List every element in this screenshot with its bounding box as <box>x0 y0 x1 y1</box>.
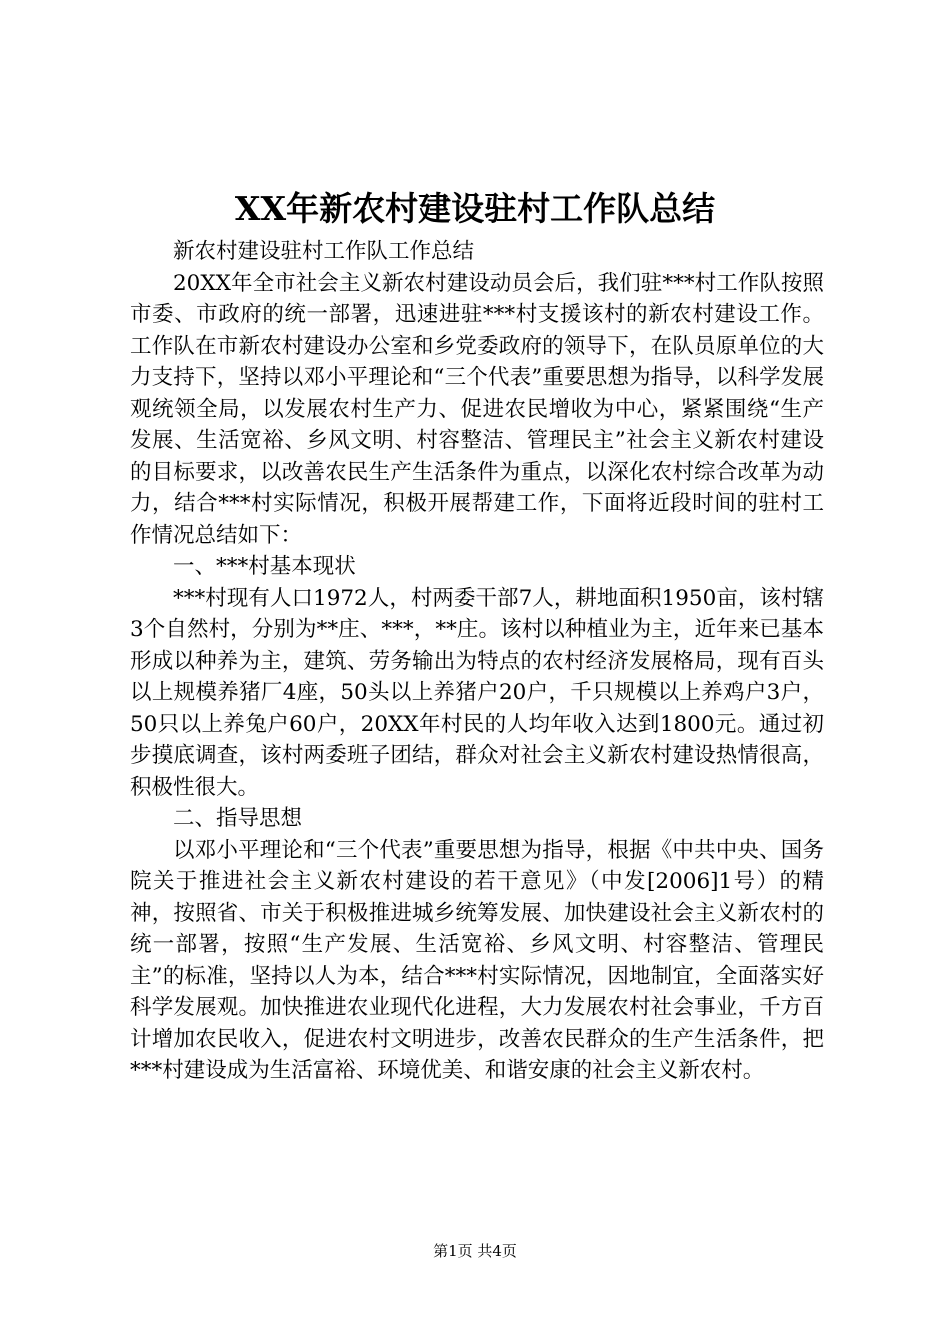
section-heading-2: 二、指导思想 <box>173 806 303 831</box>
document-title: XX年新农村建设驻村工作队总结 <box>234 189 716 228</box>
page-footer: 第1页 共4页 <box>433 1242 517 1260</box>
intro-paragraph: 20XX年全市社会主义新农村建设动员会后，我们驻***村工作队按照市委、市政府的统一部署，迅速进驻***村支援该村的新农村建设工作。工作队在市新农村建设办公室和乡党委政府的领导下，在队员原单位的大力支持下，坚持以邓小平理论和“三个代表”重要思想为指导，以科学发展观统领全局，以发展农村生产力、促进农民增收为中心，紧紧围绕“生产发展、生活宽裕、乡风文明、村容整洁、管理民主”社会主义新农村建设的目标要求，以改善农民生产生活条件为重点，以深化农村综合改革为动力，结合***村实际情况，积极开展帮建工作，下面将近段时间的驻村工作情况总结如下： <box>130 270 824 548</box>
subtitle-paragraph: 新农村建设驻村工作队工作总结 <box>173 239 475 264</box>
status-paragraph: ***村现有人口1972人，村两委干部7人，耕地面积1950亩，该村辖3个自然村，分别为**庄、***，**庄。该村以种植业为主，近年来已基本形成以种养为主，建筑、劳务输出为特点的农村经济发展格局，现有百头以上规模养猪厂4座，50头以上养猪户20户，千只规模以上养鸡户3户，50只以上养兔户60户，20XX年村民的人均年收入达到1800元。通过初步摸底调查，该村两委班子团结，群众对社会主义新农村建设热情很高，积极性很大。 <box>130 585 824 800</box>
guiding-thought-paragraph: 以邓小平理论和“三个代表”重要思想为指导，根据《中共中央、国务院关于推进社会主义新农村建设的若干意见》（中发[2006]1号）的精神，按照省、市关于积极推进城乡统筹发展、加快建设社会主义新农村的统一部署，按照“生产发展、生活宽裕、乡风文明、村容整洁、管理民主”的标准，坚持以人为本，结合***村实际情况，因地制宜，全面落实好科学发展观。加快推进农业现代化进程，大力发展农村社会事业，千方百计增加农民收入，促进农村文明进步，改善农民群众的生产生活条件，把***村建设成为生活富裕、环境优美、和谐安康的社会主义新农村。 <box>130 837 824 1083</box>
document-body <box>130 236 824 1087</box>
section-heading-1: 一、***村基本现状 <box>173 554 356 579</box>
